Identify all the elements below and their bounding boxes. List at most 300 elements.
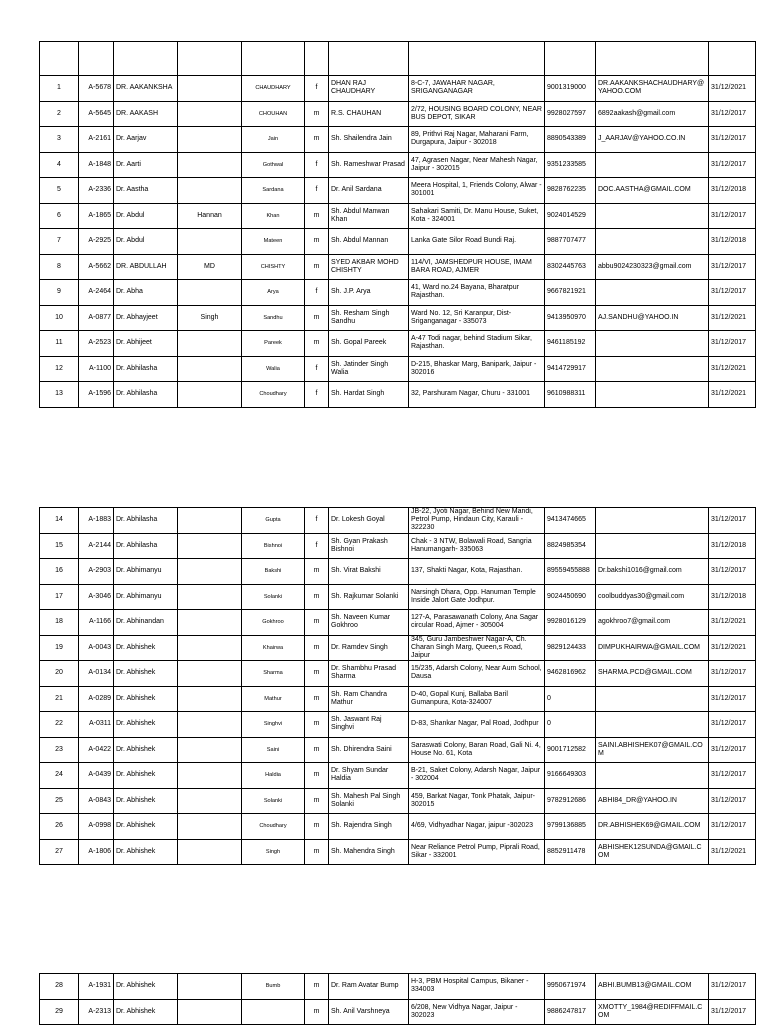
member-table-section-1 [39, 41, 756, 408]
middle-name-cell [178, 610, 242, 636]
mobile-cell: 0 [545, 712, 596, 738]
father-name-cell: Sh. Gyan Prakash Bishnoi [329, 533, 409, 559]
table-row [40, 254, 756, 280]
serial-no-cell: 24 [40, 763, 79, 789]
header-cell [79, 42, 114, 76]
mobile-cell: 9928027597 [545, 101, 596, 127]
last-name-cell: Sandhu [242, 305, 305, 331]
middle-name-cell [178, 814, 242, 840]
first-name-cell: DR. AAKASH [114, 101, 178, 127]
middle-name-cell [178, 999, 242, 1025]
table-row [40, 661, 756, 687]
header-cell [114, 42, 178, 76]
membership-no-cell: A-0289 [79, 686, 114, 712]
mobile-cell: 9782912686 [545, 788, 596, 814]
valid-upto-cell: 31/12/2017 [709, 974, 756, 1000]
gender-cell: f [305, 152, 329, 178]
mobile-cell: 9799136885 [545, 814, 596, 840]
address-cell: D-83, Shankar Nagar, Pal Road, Jodhpur [409, 712, 545, 738]
address-cell: 137, Shakti Nagar, Kota, Rajasthan. [409, 559, 545, 585]
address-cell: 2/72, HOUSING BOARD COLONY, NEAR BUS DEPOT, SIKAR [409, 101, 545, 127]
table-row [40, 737, 756, 763]
table-row [40, 280, 756, 306]
serial-no-cell: 12 [40, 356, 79, 382]
first-name-cell: Dr. Abhinandan [114, 610, 178, 636]
email-cell [596, 229, 709, 255]
last-name-cell: Sharma [242, 661, 305, 687]
father-name-cell: Sh. Shailendra Jain [329, 127, 409, 153]
address-cell: 345, Guru Jambeshwer Nagar-A, Ch. Charan Singh Marg, Queen,s Road, Jaipur [409, 635, 545, 661]
father-name-cell: R.S. CHAUHAN [329, 101, 409, 127]
last-name-cell: Gokhroo [242, 610, 305, 636]
serial-no-cell: 13 [40, 382, 79, 408]
serial-no-cell: 26 [40, 814, 79, 840]
valid-upto-cell: 31/12/2017 [709, 254, 756, 280]
first-name-cell: Dr. Abhishek [114, 686, 178, 712]
gender-cell: m [305, 788, 329, 814]
serial-no-cell: 21 [40, 686, 79, 712]
email-cell [596, 356, 709, 382]
membership-no-cell: A-1883 [79, 508, 114, 534]
email-cell [596, 331, 709, 357]
address-cell: Narsingh Dhara, Opp. Hanuman Temple Inside Jalort Gate Jodhpur. [409, 584, 545, 610]
father-name-cell: Sh. J.P. Arya [329, 280, 409, 306]
address-cell: Saraswati Colony, Baran Road, Gali Ni. 4, House No. 61, Kota [409, 737, 545, 763]
serial-no-cell: 3 [40, 127, 79, 153]
first-name-cell: Dr. Abhishek [114, 999, 178, 1025]
gender-cell: m [305, 610, 329, 636]
address-cell: 114/VI, JAMSHEDPUR HOUSE, IMAM BARA ROAD, AJMER [409, 254, 545, 280]
first-name-cell: Dr. Abhishek [114, 974, 178, 1000]
father-name-cell: Sh. Naveen Kumar Gokhroo [329, 610, 409, 636]
last-name-cell: Walia [242, 356, 305, 382]
first-name-cell: Dr. Abhishek [114, 839, 178, 865]
valid-upto-cell: 31/12/2017 [709, 203, 756, 229]
email-cell [596, 280, 709, 306]
last-name-cell: CHOUHAN [242, 101, 305, 127]
father-name-cell: Sh. Resham Singh Sandhu [329, 305, 409, 331]
serial-no-cell: 9 [40, 280, 79, 306]
valid-upto-cell: 31/12/2017 [709, 999, 756, 1025]
email-cell: DR.AAKANKSHACHAUDHARY@YAHOO.COM [596, 76, 709, 102]
first-name-cell: Dr. Abhishek [114, 814, 178, 840]
middle-name-cell [178, 280, 242, 306]
last-name-cell: Khan [242, 203, 305, 229]
table-row [40, 712, 756, 738]
father-name-cell: Sh. Jatinder Singh Walia [329, 356, 409, 382]
father-name-cell: Sh. Rajendra Singh [329, 814, 409, 840]
middle-name-cell [178, 737, 242, 763]
last-name-cell: Gothwal [242, 152, 305, 178]
valid-upto-cell: 31/12/2021 [709, 635, 756, 661]
middle-name-cell [178, 584, 242, 610]
valid-upto-cell: 31/12/2021 [709, 356, 756, 382]
address-cell: 32, Parshuram Nagar, Churu - 331001 [409, 382, 545, 408]
mobile-cell: 9462816962 [545, 661, 596, 687]
table-row [40, 635, 756, 661]
address-cell: 127-A, Parasawanath Colony, Ana Sagar circular Road, Ajmer - 305004 [409, 610, 545, 636]
membership-no-cell: A-0843 [79, 788, 114, 814]
middle-name-cell [178, 559, 242, 585]
mobile-cell: 9829124433 [545, 635, 596, 661]
last-name-cell: Saini [242, 737, 305, 763]
valid-upto-cell: 31/12/2017 [709, 101, 756, 127]
father-name-cell: Sh. Hardat Singh [329, 382, 409, 408]
middle-name-cell [178, 356, 242, 382]
valid-upto-cell: 31/12/2017 [709, 814, 756, 840]
last-name-cell: Bumb [242, 974, 305, 1000]
last-name-cell: Pareek [242, 331, 305, 357]
email-cell: XMOTTY_1984@REDIFFMAIL.COM [596, 999, 709, 1025]
address-cell: 47, Agrasen Nagar, Near Mahesh Nagar, Jaipur - 302015 [409, 152, 545, 178]
email-cell [596, 508, 709, 534]
table-row [40, 508, 756, 534]
middle-name-cell [178, 331, 242, 357]
middle-name-cell [178, 635, 242, 661]
address-cell: Lanka Gate Silor Road Bundi Raj. [409, 229, 545, 255]
first-name-cell: Dr. Abhishek [114, 763, 178, 789]
mobile-cell: 9828762235 [545, 178, 596, 204]
gender-cell: m [305, 584, 329, 610]
address-cell: D-215, Bhaskar Marg, Banipark, Jaipur - 302016 [409, 356, 545, 382]
email-cell [596, 712, 709, 738]
membership-no-cell: A-0311 [79, 712, 114, 738]
mobile-cell: 9414729917 [545, 356, 596, 382]
membership-no-cell: A-2523 [79, 331, 114, 357]
membership-no-cell: A-2925 [79, 229, 114, 255]
gender-cell: m [305, 127, 329, 153]
middle-name-cell [178, 382, 242, 408]
gender-cell: m [305, 839, 329, 865]
email-cell [596, 763, 709, 789]
valid-upto-cell: 31/12/2017 [709, 763, 756, 789]
address-cell: 8-C-7, JAWAHAR NAGAR, SRIGANGANAGAR [409, 76, 545, 102]
mobile-cell: 9928016129 [545, 610, 596, 636]
father-name-cell: Sh. Dhirendra Saini [329, 737, 409, 763]
table-row [40, 76, 756, 102]
gender-cell: f [305, 356, 329, 382]
valid-upto-cell: 31/12/2017 [709, 788, 756, 814]
father-name-cell: Sh. Rajkumar Solanki [329, 584, 409, 610]
email-cell: DOC.AASTHA@GMAIL.COM [596, 178, 709, 204]
last-name-cell: Choudhary [242, 814, 305, 840]
mobile-cell: 9351233585 [545, 152, 596, 178]
address-cell: B-21, Saket Colony, Adarsh Nagar, Jaipur - 302004 [409, 763, 545, 789]
serial-no-cell: 7 [40, 229, 79, 255]
gender-cell: m [305, 763, 329, 789]
serial-no-cell: 6 [40, 203, 79, 229]
middle-name-cell: MD [178, 254, 242, 280]
valid-upto-cell: 31/12/2017 [709, 712, 756, 738]
serial-no-cell: 27 [40, 839, 79, 865]
table-row [40, 686, 756, 712]
serial-no-cell: 8 [40, 254, 79, 280]
table-row [40, 356, 756, 382]
table-row [40, 152, 756, 178]
valid-upto-cell: 31/12/2017 [709, 508, 756, 534]
father-name-cell: Sh. Abdul Mannan [329, 229, 409, 255]
table-row [40, 839, 756, 865]
membership-no-cell: A-1865 [79, 203, 114, 229]
gender-cell: m [305, 814, 329, 840]
gender-cell: m [305, 686, 329, 712]
middle-name-cell [178, 533, 242, 559]
membership-no-cell: A-2464 [79, 280, 114, 306]
first-name-cell: Dr. Abhishek [114, 788, 178, 814]
last-name-cell: Arya [242, 280, 305, 306]
address-cell: H-3, PBM Hospital Campus, Bikaner - 334003 [409, 974, 545, 1000]
serial-no-cell: 2 [40, 101, 79, 127]
mobile-cell: 8302445763 [545, 254, 596, 280]
membership-no-cell: A-5678 [79, 76, 114, 102]
gender-cell: m [305, 635, 329, 661]
header-row [40, 42, 756, 76]
table-row [40, 610, 756, 636]
first-name-cell: Dr. Abhimanyu [114, 584, 178, 610]
father-name-cell: Sh. Rameshwar Prasad [329, 152, 409, 178]
membership-no-cell: A-1166 [79, 610, 114, 636]
last-name-cell [242, 999, 305, 1025]
mobile-cell: 89559455888 [545, 559, 596, 585]
address-cell: Meera Hospital, 1, Friends Colony, Alwar - 301001 [409, 178, 545, 204]
first-name-cell: Dr. Abhilasha [114, 533, 178, 559]
serial-no-cell: 19 [40, 635, 79, 661]
email-cell: AJ.SANDHU@YAHOO.IN [596, 305, 709, 331]
email-cell [596, 203, 709, 229]
header-cell [596, 42, 709, 76]
table-row [40, 127, 756, 153]
member-table-section-2 [39, 507, 756, 865]
middle-name-cell [178, 788, 242, 814]
email-cell: ABHI84_DR@YAHOO.IN [596, 788, 709, 814]
address-cell: Sahakari Samiti, Dr. Manu House, Suket, Kota - 324001 [409, 203, 545, 229]
last-name-cell: Solanki [242, 584, 305, 610]
first-name-cell: Dr. Abhishek [114, 712, 178, 738]
membership-no-cell: A-1596 [79, 382, 114, 408]
father-name-cell: Sh. Abdul Manwan Khan [329, 203, 409, 229]
middle-name-cell [178, 152, 242, 178]
last-name-cell: Choudhary [242, 382, 305, 408]
table-row [40, 382, 756, 408]
serial-no-cell: 22 [40, 712, 79, 738]
serial-no-cell: 4 [40, 152, 79, 178]
father-name-cell: Dr. Anil Sardana [329, 178, 409, 204]
serial-no-cell: 28 [40, 974, 79, 1000]
middle-name-cell [178, 686, 242, 712]
gender-cell: m [305, 712, 329, 738]
first-name-cell: Dr. Abhishek [114, 737, 178, 763]
first-name-cell: Dr. Aastha [114, 178, 178, 204]
valid-upto-cell: 31/12/2021 [709, 76, 756, 102]
father-name-cell: Sh. Gopal Pareek [329, 331, 409, 357]
table-row [40, 763, 756, 789]
address-cell: Ward No. 12, Sri Karanpur, Dist-Sriganganagar - 335073 [409, 305, 545, 331]
gender-cell: m [305, 999, 329, 1025]
father-name-cell: Dr. Ramdev Singh [329, 635, 409, 661]
father-name-cell: Dr. Shambhu Prasad Sharma [329, 661, 409, 687]
middle-name-cell [178, 76, 242, 102]
membership-no-cell: A-2313 [79, 999, 114, 1025]
email-cell: DIMPUKHAIRWA@GMAIL.COM [596, 635, 709, 661]
address-cell: A-47 Todi nagar, behind Stadium Sikar, Rajasthan. [409, 331, 545, 357]
serial-no-cell: 18 [40, 610, 79, 636]
mobile-cell: 9886247817 [545, 999, 596, 1025]
email-cell: DR.ABHISHEK69@GMAIL.COM [596, 814, 709, 840]
father-name-cell: SYED AKBAR MOHD CHISHTY [329, 254, 409, 280]
valid-upto-cell: 31/12/2018 [709, 533, 756, 559]
father-name-cell: Sh. Mahesh Pal Singh Solanki [329, 788, 409, 814]
serial-no-cell: 23 [40, 737, 79, 763]
table-row [40, 331, 756, 357]
father-name-cell: Dr. Shyam Sundar Haldia [329, 763, 409, 789]
last-name-cell: Haldia [242, 763, 305, 789]
gender-cell: m [305, 559, 329, 585]
membership-no-cell: A-1848 [79, 152, 114, 178]
membership-no-cell: A-1931 [79, 974, 114, 1000]
header-cell [178, 42, 242, 76]
mobile-cell: 9413950970 [545, 305, 596, 331]
valid-upto-cell: 31/12/2018 [709, 229, 756, 255]
first-name-cell: Dr. Abhayjeet [114, 305, 178, 331]
mobile-cell: 8852911478 [545, 839, 596, 865]
first-name-cell: DR. ABDULLAH [114, 254, 178, 280]
gender-cell: f [305, 178, 329, 204]
email-cell: agokhroo7@gmail.com [596, 610, 709, 636]
membership-no-cell: A-1806 [79, 839, 114, 865]
address-cell: 15/235, Adarsh Colony, Near Aum School, Dausa [409, 661, 545, 687]
gender-cell: m [305, 974, 329, 1000]
gender-cell: f [305, 533, 329, 559]
table-row [40, 788, 756, 814]
table-row [40, 814, 756, 840]
email-cell: ABHISHEK12SUNDA@GMAIL.COM [596, 839, 709, 865]
mobile-cell: 9024450690 [545, 584, 596, 610]
membership-no-cell: A-0422 [79, 737, 114, 763]
middle-name-cell: Hannan [178, 203, 242, 229]
gender-cell: f [305, 508, 329, 534]
first-name-cell: Dr. Abhilasha [114, 508, 178, 534]
mobile-cell: 9950671974 [545, 974, 596, 1000]
address-cell: D-40, Gopal Kunj, Ballaba Baril Gumanpura, Kota-324007 [409, 686, 545, 712]
last-name-cell: CHAUDHARY [242, 76, 305, 102]
mobile-cell: 9001712582 [545, 737, 596, 763]
mobile-cell: 8824985354 [545, 533, 596, 559]
middle-name-cell [178, 101, 242, 127]
member-table-section-3 [39, 973, 756, 1025]
last-name-cell: Sardana [242, 178, 305, 204]
membership-no-cell: A-0998 [79, 814, 114, 840]
email-cell: Dr.bakshi1016@gmail.com [596, 559, 709, 585]
table-row [40, 178, 756, 204]
father-name-cell: Dr. Lokesh Goyal [329, 508, 409, 534]
father-name-cell: Sh. Mahendra Singh [329, 839, 409, 865]
header-cell [329, 42, 409, 76]
address-cell: Near Reliance Petrol Pump, Piprali Road, Sikar - 332001 [409, 839, 545, 865]
email-cell [596, 686, 709, 712]
last-name-cell: Bishnoi [242, 533, 305, 559]
last-name-cell: Jain [242, 127, 305, 153]
valid-upto-cell: 31/12/2021 [709, 382, 756, 408]
membership-no-cell: A-2336 [79, 178, 114, 204]
serial-no-cell: 16 [40, 559, 79, 585]
first-name-cell: Dr. Abhishek [114, 661, 178, 687]
serial-no-cell: 25 [40, 788, 79, 814]
first-name-cell: Dr. Aarjav [114, 127, 178, 153]
valid-upto-cell: 31/12/2017 [709, 737, 756, 763]
last-name-cell: Singh [242, 839, 305, 865]
serial-no-cell: 15 [40, 533, 79, 559]
serial-no-cell: 17 [40, 584, 79, 610]
first-name-cell: Dr. Abha [114, 280, 178, 306]
mobile-cell: 9001319000 [545, 76, 596, 102]
header-cell [409, 42, 545, 76]
father-name-cell: Sh. Ram Chandra Mathur [329, 686, 409, 712]
email-cell: SHARMA.PCD@GMAIL.COM [596, 661, 709, 687]
gender-cell: m [305, 737, 329, 763]
middle-name-cell [178, 712, 242, 738]
middle-name-cell [178, 661, 242, 687]
father-name-cell: Sh. Jaswant Raj Singhvi [329, 712, 409, 738]
table-row [40, 305, 756, 331]
mobile-cell: 9461185192 [545, 331, 596, 357]
address-cell: 41, Ward no.24 Bayana, Bharatpur Rajasthan. [409, 280, 545, 306]
middle-name-cell [178, 839, 242, 865]
first-name-cell: Dr. Abdul [114, 203, 178, 229]
valid-upto-cell: 31/12/2017 [709, 661, 756, 687]
valid-upto-cell: 31/12/2017 [709, 280, 756, 306]
membership-no-cell: A-5645 [79, 101, 114, 127]
serial-no-cell: 1 [40, 76, 79, 102]
gender-cell: m [305, 229, 329, 255]
email-cell [596, 533, 709, 559]
email-cell: abbu9024230323@gmail.com [596, 254, 709, 280]
table-row [40, 101, 756, 127]
header-cell [545, 42, 596, 76]
table-row [40, 203, 756, 229]
gender-cell: m [305, 101, 329, 127]
gender-cell: m [305, 203, 329, 229]
serial-no-cell: 5 [40, 178, 79, 204]
middle-name-cell [178, 508, 242, 534]
gender-cell: f [305, 280, 329, 306]
middle-name-cell [178, 229, 242, 255]
header-cell [709, 42, 756, 76]
table-row [40, 974, 756, 1000]
last-name-cell: Mathur [242, 686, 305, 712]
first-name-cell: Dr. Abhijeet [114, 331, 178, 357]
serial-no-cell: 10 [40, 305, 79, 331]
mobile-cell: 9667821921 [545, 280, 596, 306]
first-name-cell: Dr. Aarti [114, 152, 178, 178]
middle-name-cell [178, 127, 242, 153]
email-cell: J_AARJAV@YAHOO.CO.IN [596, 127, 709, 153]
table-row [40, 533, 756, 559]
email-cell [596, 152, 709, 178]
address-cell: 6/208, New Vidhya Nagar, Jaipur - 302023 [409, 999, 545, 1025]
membership-no-cell: A-0877 [79, 305, 114, 331]
first-name-cell: Dr. Abhimanyu [114, 559, 178, 585]
email-cell: coolbuddyas30@gmail.com [596, 584, 709, 610]
mobile-cell: 9024014529 [545, 203, 596, 229]
header-cell [242, 42, 305, 76]
middle-name-cell [178, 178, 242, 204]
address-cell: 4/69, Vidhyadhar Nagar, jaipur -302023 [409, 814, 545, 840]
father-name-cell: DHAN RAJ CHAUDHARY [329, 76, 409, 102]
gender-cell: f [305, 76, 329, 102]
last-name-cell: CHISHTY [242, 254, 305, 280]
table-row [40, 999, 756, 1025]
email-cell: 6892aakash@gmail.com [596, 101, 709, 127]
